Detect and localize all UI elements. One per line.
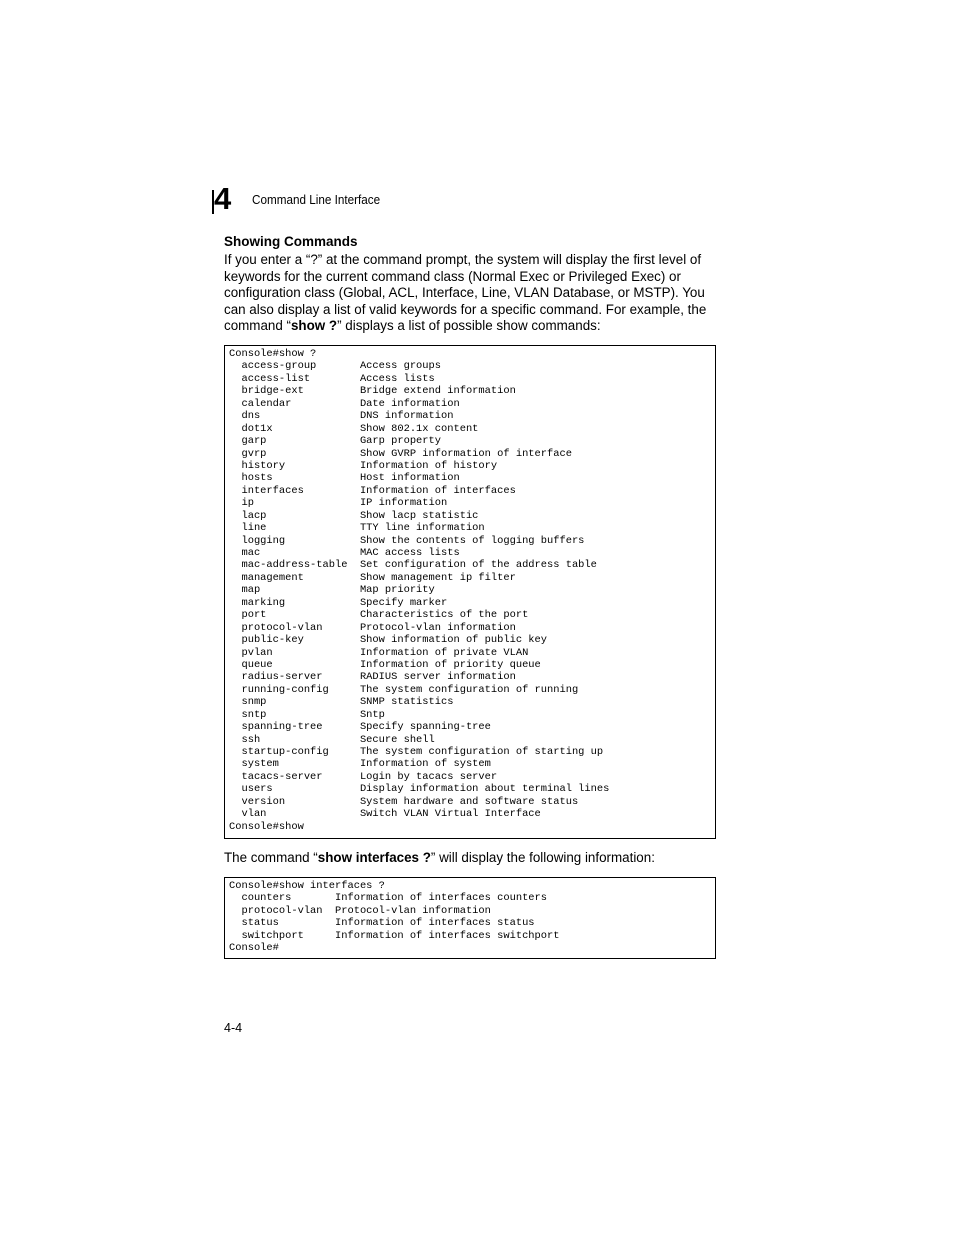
code-line: bridge-ext Bridge extend information bbox=[229, 385, 516, 398]
section-heading: Showing Commands bbox=[224, 234, 358, 249]
code-line: switchport Information of interfaces switchport bbox=[229, 929, 560, 942]
code-line: gvrp Show GVRP information of interface bbox=[229, 447, 572, 460]
code-line: protocol-vlan Protocol-vlan information bbox=[229, 621, 516, 634]
code-line: tacacs-server Login by tacacs server bbox=[229, 770, 498, 783]
code-line: Console# bbox=[229, 942, 279, 955]
code-line: radius-server RADIUS server information bbox=[229, 671, 516, 684]
code-line: startup-config The system configuration of starting up bbox=[229, 746, 604, 758]
intro-text-before: If you enter a “?” at the command prompt, the system will display the first level of keywords for the current command class (Normal Exec or Privileged Exec) or configuration class (Global, ACL, Interface, Line, VLAN Database, or MSTP). You can also display a list of valid keywords for a specific command. For example, the command “ bbox=[224, 252, 707, 334]
code-line: garp Garp property bbox=[229, 435, 442, 448]
show-interfaces-code-block bbox=[224, 877, 716, 959]
page-number: 4-4 bbox=[224, 1021, 243, 1035]
interfaces-text-after: ” will display the following information: bbox=[430, 850, 655, 865]
interfaces-text-before: The command “ bbox=[224, 850, 318, 865]
intro-command-bold: show ? bbox=[290, 318, 338, 334]
show-commands-code-block bbox=[224, 345, 716, 839]
code-line: dot1x Show 802.1x content bbox=[229, 422, 479, 435]
code-line: marking Specify marker bbox=[229, 596, 448, 609]
code-line: running-config The system configuration of running bbox=[229, 683, 579, 696]
code-line: ssh Secure shell bbox=[229, 733, 435, 746]
interfaces-command-bold: show interfaces ? bbox=[317, 850, 431, 865]
code-line: dns DNS information bbox=[229, 410, 454, 423]
code-line: interfaces Information of interfaces bbox=[229, 484, 516, 497]
code-line: Console#show bbox=[229, 820, 304, 833]
code-line: queue Information of priority queue bbox=[229, 658, 541, 671]
code-line: lacp Show lacp statistic bbox=[229, 509, 479, 522]
code-line: line TTY line information bbox=[229, 522, 485, 535]
code-line: sntp Sntp bbox=[229, 708, 385, 721]
code-line: status Information of interfaces status bbox=[229, 917, 535, 930]
code-line: history Information of history bbox=[229, 459, 498, 472]
code-line: management Show management ip filter bbox=[229, 571, 516, 584]
code-line: hosts Host information bbox=[229, 472, 460, 485]
interfaces-paragraph bbox=[224, 850, 724, 867]
running-header-title: Command Line Interface bbox=[252, 192, 381, 207]
chapter-number: 4 bbox=[214, 181, 232, 216]
code-line: ip IP information bbox=[229, 497, 448, 510]
code-line: mac-address-table Set configuration of the address table bbox=[229, 559, 597, 572]
code-line: protocol-vlan Protocol-vlan information bbox=[229, 904, 491, 917]
code-line: counters Information of interfaces counters bbox=[229, 892, 548, 905]
code-line: version System hardware and software status bbox=[229, 795, 579, 808]
intro-paragraph bbox=[224, 252, 724, 335]
code-line: public-key Show information of public key bbox=[229, 634, 548, 647]
code-line: users Display information about terminal lines bbox=[229, 783, 610, 796]
code-line: snmp SNMP statistics bbox=[229, 696, 454, 709]
code-line: Console#show interfaces ? bbox=[229, 880, 385, 892]
code-line: spanning-tree Specify spanning-tree bbox=[229, 721, 491, 734]
intro-text-after: ” displays a list of possible show commands: bbox=[337, 318, 601, 334]
chapter-marker bbox=[212, 181, 240, 216]
code-line: calendar Date information bbox=[229, 397, 460, 410]
code-line: access-group Access groups bbox=[229, 360, 442, 373]
code-line: port Characteristics of the port bbox=[229, 609, 529, 622]
code-line: vlan Switch VLAN Virtual Interface bbox=[229, 808, 541, 821]
code-line: Console#show ? bbox=[229, 348, 317, 360]
code-line: mac MAC access lists bbox=[229, 547, 460, 559]
code-line: pvlan Information of private VLAN bbox=[229, 646, 529, 659]
code-line: system Information of system bbox=[229, 758, 491, 771]
code-line: map Map priority bbox=[229, 584, 435, 597]
code-line: logging Show the contents of logging buffers bbox=[229, 534, 585, 547]
code-line: access-list Access lists bbox=[229, 372, 435, 385]
